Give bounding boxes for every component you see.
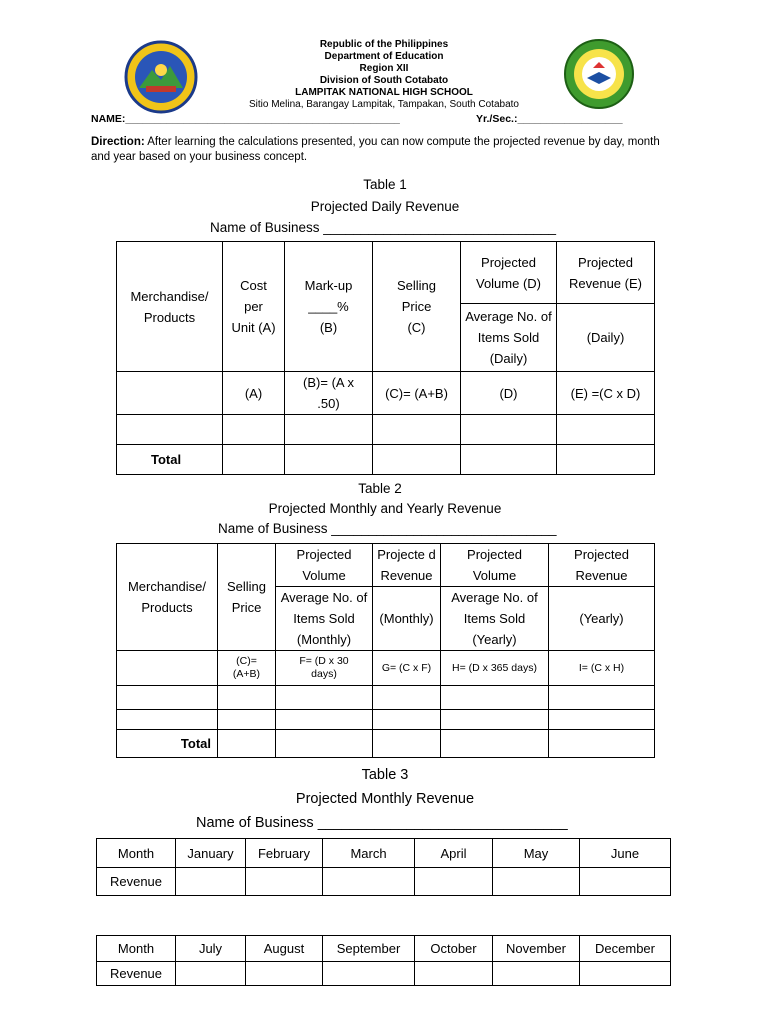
table-cell[interactable]: [276, 710, 373, 730]
selling-header: Selling Price: [218, 544, 276, 651]
table1-caption: Table 1: [363, 177, 407, 192]
markup-header: [285, 242, 373, 372]
formula-i: I= (C x H): [549, 651, 655, 686]
table-cell[interactable]: [373, 415, 461, 445]
table3-caption: Table 3: [361, 767, 409, 783]
table1-title: Projected Daily Revenue: [310, 199, 460, 214]
total-label: Total: [117, 445, 223, 475]
header-line: LAMPITAK NATIONAL HIGH SCHOOL: [295, 87, 473, 98]
direction-text: [91, 135, 671, 165]
table2-business: Name of Business ______________________________: [218, 521, 557, 536]
markup-percent-blank[interactable]: ____%: [308, 299, 349, 314]
formula-f: F= (D x 30 days): [276, 651, 373, 686]
revenue-header: Projected Revenue (E): [557, 242, 655, 304]
table-cell[interactable]: [557, 415, 655, 445]
table-cell[interactable]: [223, 415, 285, 445]
table-cell[interactable]: [415, 962, 493, 986]
table-cell[interactable]: [285, 445, 373, 475]
cost-header: Cost per Unit (A): [223, 242, 285, 372]
table1: [116, 241, 655, 475]
daily-label: (Daily): [557, 304, 655, 372]
table-cell[interactable]: [373, 730, 441, 758]
month-header: October: [415, 936, 493, 962]
table-cell[interactable]: [117, 686, 218, 710]
table3-second-half: [96, 935, 671, 986]
table-cell[interactable]: [176, 868, 246, 896]
table-cell[interactable]: [493, 962, 580, 986]
month-header: April: [415, 839, 493, 868]
month-header: March: [323, 839, 415, 868]
revenue-label: Revenue: [97, 868, 176, 896]
table2-caption: Table 2: [358, 481, 402, 496]
table-cell[interactable]: [117, 415, 223, 445]
school-address: Sitio Melina, Barangay Lampitak, Tampakan, South Cotabato: [249, 99, 519, 110]
month-label: Month: [97, 839, 176, 868]
table-cell[interactable]: [549, 710, 655, 730]
header-block: [180, 39, 588, 111]
avg-items-header: Average No. of Items Sold (Daily): [461, 304, 557, 372]
formula-c: (C)= (A+B): [373, 372, 461, 415]
table3-first-half: [96, 838, 671, 896]
formula-a: (A): [223, 372, 285, 415]
projected-revenue-monthly-header: Projecte d Revenue: [373, 544, 441, 587]
formula-g: G= (C x F): [373, 651, 441, 686]
month-header: July: [176, 936, 246, 962]
table-cell[interactable]: [461, 445, 557, 475]
table2-title: Projected Monthly and Yearly Revenue: [268, 501, 502, 516]
table-cell[interactable]: [218, 686, 276, 710]
table-cell[interactable]: [580, 868, 671, 896]
month-header: August: [246, 936, 323, 962]
merch-header: Merchandise/ Products: [117, 544, 218, 651]
month-header: February: [246, 839, 323, 868]
header-line: Region XII: [359, 63, 409, 74]
direction-label: Direction:: [91, 136, 145, 148]
table3-title: Projected Monthly Revenue: [295, 791, 475, 807]
header-line: Department of Education: [324, 51, 444, 62]
formula-d: (D): [461, 372, 557, 415]
table-cell[interactable]: [557, 445, 655, 475]
direction-body: After learning the calculations presented, you can now compute the projected revenue by day, month and year based on your business concept.: [91, 136, 660, 163]
month-header: January: [176, 839, 246, 868]
month-header: September: [323, 936, 415, 962]
avg-yearly-header: Average No. of Items Sold (Yearly): [441, 587, 549, 651]
yearly-label: (Yearly): [549, 587, 655, 651]
table-cell[interactable]: [441, 730, 549, 758]
table-cell[interactable]: [246, 962, 323, 986]
table-cell[interactable]: [276, 730, 373, 758]
formula-c: (C)= (A+B): [218, 651, 276, 686]
month-header: November: [493, 936, 580, 962]
table-cell[interactable]: [218, 730, 276, 758]
formula-e: (E) =(C x D): [557, 372, 655, 415]
total-label: Total: [117, 730, 218, 758]
table-cell[interactable]: [373, 445, 461, 475]
formula-b: (B)= (A x .50): [285, 372, 373, 415]
table-cell[interactable]: [373, 710, 441, 730]
table-cell[interactable]: [285, 415, 373, 445]
table-cell[interactable]: [223, 445, 285, 475]
markup-label: Mark-up: [304, 278, 353, 293]
table-cell[interactable]: [461, 415, 557, 445]
month-header: June: [580, 839, 671, 868]
table-cell[interactable]: [493, 868, 580, 896]
formula-blank: [117, 651, 218, 686]
header-line: Division of South Cotabato: [319, 75, 449, 86]
selling-header: Selling Price (C): [373, 242, 461, 372]
table3-business: Name of Business _______________________________: [196, 815, 568, 831]
table-cell[interactable]: [415, 868, 493, 896]
table-cell[interactable]: [323, 868, 415, 896]
table-cell[interactable]: [549, 686, 655, 710]
table-cell[interactable]: [276, 686, 373, 710]
table-cell[interactable]: [441, 710, 549, 730]
revenue-label: Revenue: [97, 962, 176, 986]
revenue-yearly-header: Projected Revenue: [549, 544, 655, 587]
monthly-label: (Monthly): [373, 587, 441, 651]
table1-business: Name of Business _______________________________: [210, 220, 557, 235]
volume-header: Projected Volume (D): [461, 242, 557, 304]
header-line: Republic of the Philippines: [319, 39, 449, 50]
avg-monthly-header: Average No. of Items Sold (Monthly): [276, 587, 373, 651]
table-cell[interactable]: [218, 710, 276, 730]
month-header: May: [493, 839, 580, 868]
table-cell[interactable]: [441, 686, 549, 710]
formula-blank: [117, 372, 223, 415]
volume-monthly-header: Projected Volume: [276, 544, 373, 587]
table2: [116, 543, 655, 758]
table-cell[interactable]: [580, 962, 671, 986]
markup-b: (B): [319, 320, 338, 335]
formula-h: H= (D x 365 days): [441, 651, 549, 686]
volume-yearly-header: Projected Volume: [441, 544, 549, 587]
table-cell[interactable]: [246, 868, 323, 896]
yr-sec-field[interactable]: Yr./Sec.:__________________: [476, 113, 623, 125]
table-cell[interactable]: [323, 962, 415, 986]
table-cell[interactable]: [117, 710, 218, 730]
month-header: December: [580, 936, 671, 962]
table-cell[interactable]: [176, 962, 246, 986]
table-cell[interactable]: [373, 686, 441, 710]
merch-header: Merchandise/ Products: [117, 242, 223, 372]
month-label: Month: [97, 936, 176, 962]
name-field[interactable]: NAME:_______________________________________________: [91, 113, 400, 125]
table-cell[interactable]: [549, 730, 655, 758]
